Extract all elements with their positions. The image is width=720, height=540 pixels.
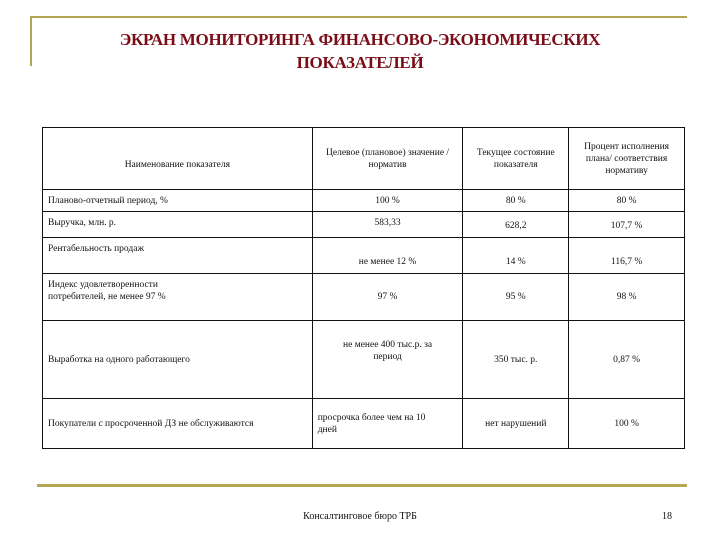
cell: не менее 400 тыс.р. за период <box>312 321 463 399</box>
cell: не менее 12 % <box>312 238 463 274</box>
cell: нет нарушений <box>463 399 569 449</box>
indicators-table <box>42 127 685 449</box>
table-row <box>43 238 685 274</box>
row-label: Рентабельность продаж <box>43 238 313 274</box>
row-label: Планово-отчетный период, % <box>43 190 313 212</box>
cell: 98 % <box>569 274 685 321</box>
header-cell: Текущее состояние показателя <box>463 128 569 190</box>
table-row <box>43 399 685 449</box>
table-row <box>43 321 685 399</box>
cell: 107,7 % <box>569 212 685 238</box>
page-number: 18 <box>662 511 672 522</box>
header-cell: Процент исполнения плана/ соответствия нормативу <box>569 128 685 190</box>
cell: 0,87 % <box>569 321 685 399</box>
cell: 14 % <box>463 238 569 274</box>
cell: 350 тыс. р. <box>463 321 569 399</box>
cell: 80 % <box>463 190 569 212</box>
cell: 583,33 <box>312 212 463 238</box>
top-rule <box>30 16 687 18</box>
cell: 100 % <box>312 190 463 212</box>
title-line-1: ЭКРАН МОНИТОРИНГА ФИНАНСОВО-ЭКОНОМИЧЕСКИХ <box>119 30 601 49</box>
table-row <box>43 274 685 321</box>
page-title <box>40 28 680 74</box>
cell: 628,2 <box>463 212 569 238</box>
row-label: Покупатели с просроченной ДЗ не обслуживаются <box>43 399 313 449</box>
table-row <box>43 190 685 212</box>
footer-text: Консалтинговое бюро ТРБ <box>303 511 417 522</box>
header-cell: Наименование показателя <box>43 128 313 190</box>
row-label: Выработка на одного работающего <box>43 321 313 399</box>
cell: 95 % <box>463 274 569 321</box>
table-header-row <box>43 128 685 190</box>
bottom-rule <box>37 484 687 487</box>
cell: 116,7 % <box>569 238 685 274</box>
row-label: Выручка, млн. р. <box>43 212 313 238</box>
cell: 100 % <box>569 399 685 449</box>
title-line-2: ПОКАЗАТЕЛЕЙ <box>296 53 424 72</box>
table-row <box>43 212 685 238</box>
cell: 80 % <box>569 190 685 212</box>
left-rule <box>30 16 32 66</box>
cell: просрочка более чем на 10 дней <box>312 399 463 449</box>
cell: 97 % <box>312 274 463 321</box>
header-cell: Целевое (плановое) значение / норматив <box>312 128 463 190</box>
row-label: Индекс удовлетворенности потребителей, не менее 97 % <box>43 274 313 321</box>
